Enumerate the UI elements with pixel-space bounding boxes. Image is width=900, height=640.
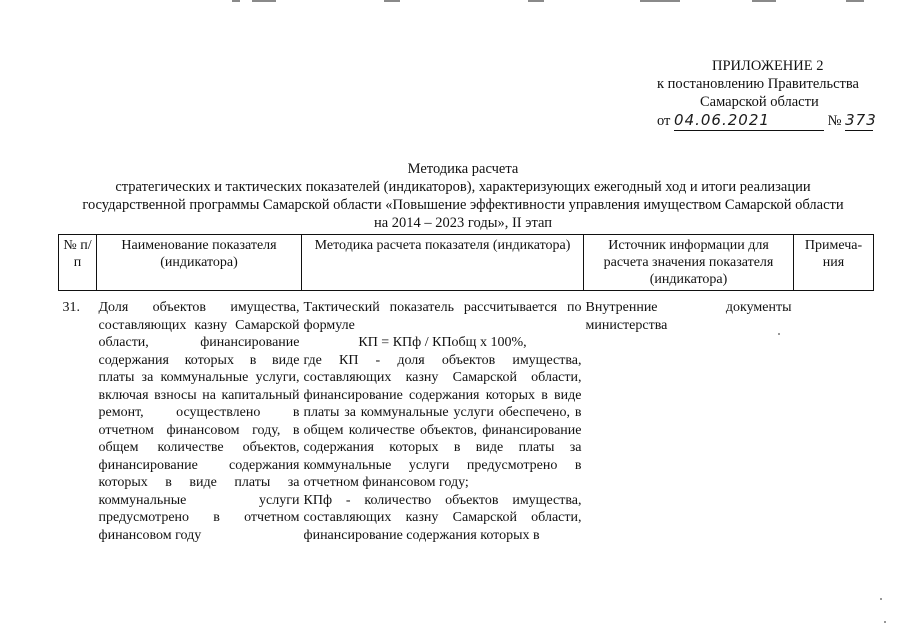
indicators-table [58,234,874,544]
scan-speck [884,621,886,623]
header-method: Методика расчета показателя (индикатора) [302,235,584,291]
row-notes [794,299,874,544]
header-name: Наименование показателя (индикатора) [97,235,302,291]
method-where: где КП - доля объектов имущества, составляющих казну Самарской области, финансирование содержания которых в виде платы за коммунальные услуги обеспечено, в общем количестве объектов, финансирование содержания которых в виде платы за коммунальные услуги предусмотрено в отчетном финансовом году; [303,352,582,490]
date-prefix: от [657,113,671,129]
method-intro: Тактический показатель рассчитывается по формуле [303,300,582,333]
row-indicator-name: Доля объектов имущества, составляющих казну Самарской области, финансирование содержания которых в виде платы за коммунальные услуги, включая взносы на капитальный ремонт, осуществлено в отчетном финансовом году, в общем количестве объектов, финансирование содержания которых в виде платы за коммунальные услуги предусмотрено в отчетном финансовом году [98,300,300,543]
scan-speck [778,333,780,335]
header-notes: Примеча-ния [794,235,874,291]
appendix-line-1: к постановлению Правительства [657,76,859,92]
title-line-3: государственной программы Самарской области «Повышение эффективности управления имуществом Самарской области [82,197,844,213]
table-row [59,299,874,544]
title-line-1: Методика расчета [407,161,519,177]
handwritten-number: 373 [845,111,877,129]
method-kpf: КПф - количество объектов имущества, составляющих казну Самарской области, финансирование содержания которых в [303,492,582,543]
scan-speck [880,598,882,600]
document-title [40,160,886,232]
header-num: № п/п [59,235,97,291]
row-number: 31. [62,300,80,315]
number-prefix: № [827,113,842,129]
handwritten-date: 04.06.2021 [674,111,770,129]
appendix-line-2: Самарской области [700,94,819,110]
title-line-2: стратегических и тактических показателей (индикаторов), характеризующих ежегодный ход и итоги реализации [115,179,811,195]
header-source: Источник информации для расчета значения показателя (индикатора) [584,235,794,291]
date-field [674,111,824,131]
table-header-row [59,235,874,291]
appendix-date-line [657,111,877,131]
appendix-title: ПРИЛОЖЕНИЕ 2 [712,58,824,74]
row-method [302,299,584,544]
scan-artifacts [0,0,900,4]
row-source: Внутренние документы министерства [585,300,792,333]
title-line-4: на 2014 – 2023 годы», II этап [373,215,552,231]
number-field [845,111,877,131]
method-formula: КП = КПф / КПобщ x 100%, [358,335,527,350]
